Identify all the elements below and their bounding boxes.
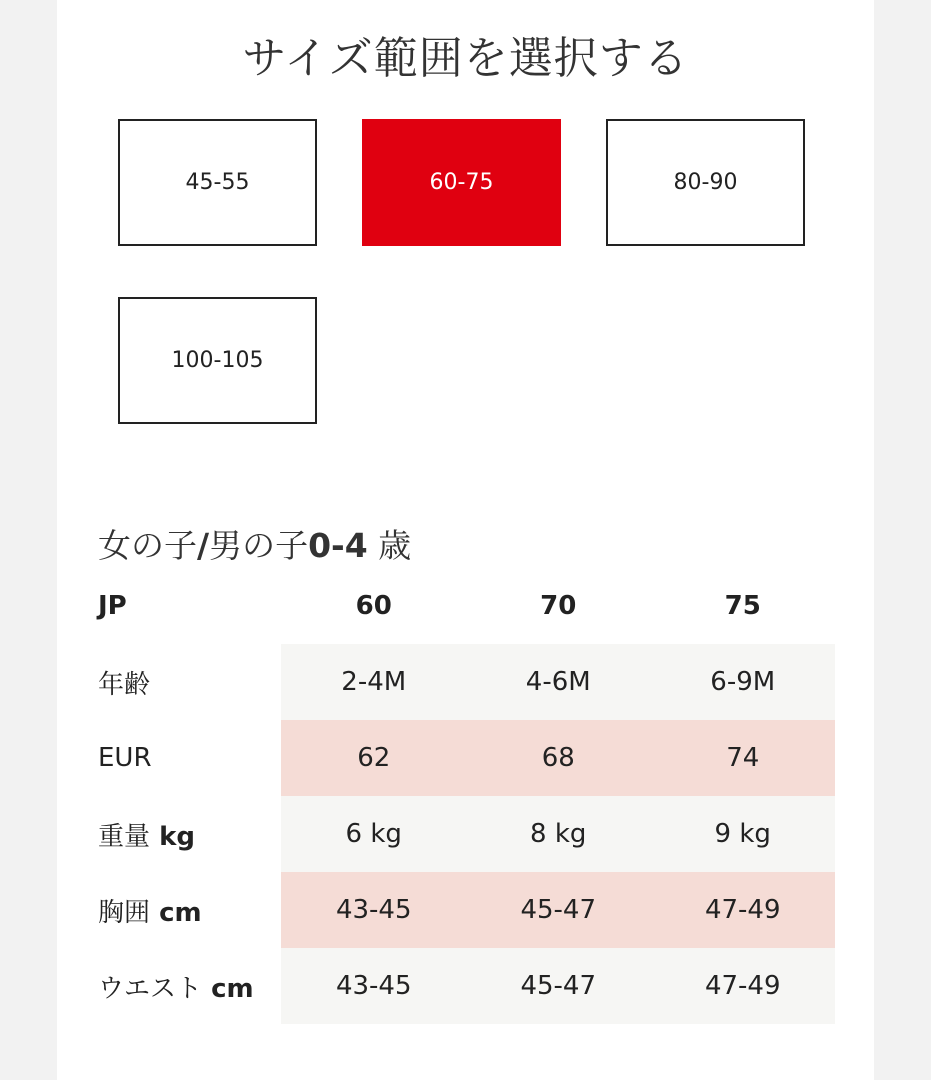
table-row-eur (98, 720, 835, 796)
range-button-45-55[interactable] (118, 119, 317, 246)
row-label-text: 年齢 (98, 669, 151, 700)
section-title-slash: / (197, 526, 210, 565)
size-table (98, 568, 835, 1024)
table-cell: 43-45 (281, 948, 466, 1024)
row-label-unit: cm (150, 897, 202, 928)
table-cell: 2-4M (281, 644, 466, 720)
row-label-unit: cm (202, 973, 254, 1004)
table-row-weight (98, 796, 835, 872)
row-label (98, 872, 281, 948)
table-cell: 47-49 (650, 872, 835, 948)
row-label (98, 644, 281, 720)
section-title (98, 520, 411, 567)
page-title: サイズ範囲を選択する (242, 33, 689, 84)
range-button-100-105[interactable] (118, 297, 317, 424)
row-label-text: EUR (98, 743, 152, 773)
table-cell: 62 (281, 720, 466, 796)
row-label-text: ウエスト (98, 973, 203, 1004)
range-button-label: 45-55 (185, 170, 250, 195)
section-title-boys: 男の子 (209, 526, 309, 565)
table-cell: 68 (466, 720, 651, 796)
table-cell: 74 (650, 720, 835, 796)
header-label-jp: JP (98, 591, 127, 621)
range-button-60-75[interactable] (362, 119, 561, 246)
table-cell: 8 kg (466, 796, 651, 872)
range-button-80-90[interactable] (606, 119, 805, 246)
table-cell: 43-45 (281, 872, 466, 948)
row-label (98, 948, 281, 1024)
section-title-age: 0-4 (308, 526, 368, 565)
range-button-label: 80-90 (673, 170, 738, 195)
table-row-age (98, 644, 835, 720)
table-row-waist (98, 948, 835, 1024)
table-cell: 45-47 (466, 872, 651, 948)
row-label (98, 796, 281, 872)
row-label-unit: kg (150, 821, 195, 852)
table-cell: 9 kg (650, 796, 835, 872)
table-row-chest (98, 872, 835, 948)
table-cell: 4-6M (466, 644, 651, 720)
section-title-suffix: 歳 (367, 526, 412, 565)
row-label (98, 720, 281, 796)
range-button-label: 100-105 (171, 348, 264, 373)
size-guide-panel (57, 0, 874, 1080)
row-label-text: 胸囲 (98, 897, 151, 928)
table-cell: 47-49 (650, 948, 835, 1024)
header-col: 70 (540, 591, 577, 621)
header-col: 60 (355, 591, 392, 621)
row-label-text: 重量 (98, 821, 151, 852)
table-cell: 6 kg (281, 796, 466, 872)
range-button-label: 60-75 (429, 170, 494, 195)
section-title-girls: 女の子 (98, 526, 197, 565)
table-cell: 45-47 (466, 948, 651, 1024)
header-col: 75 (724, 591, 761, 621)
table-header-row (98, 568, 835, 644)
table-cell: 6-9M (650, 644, 835, 720)
